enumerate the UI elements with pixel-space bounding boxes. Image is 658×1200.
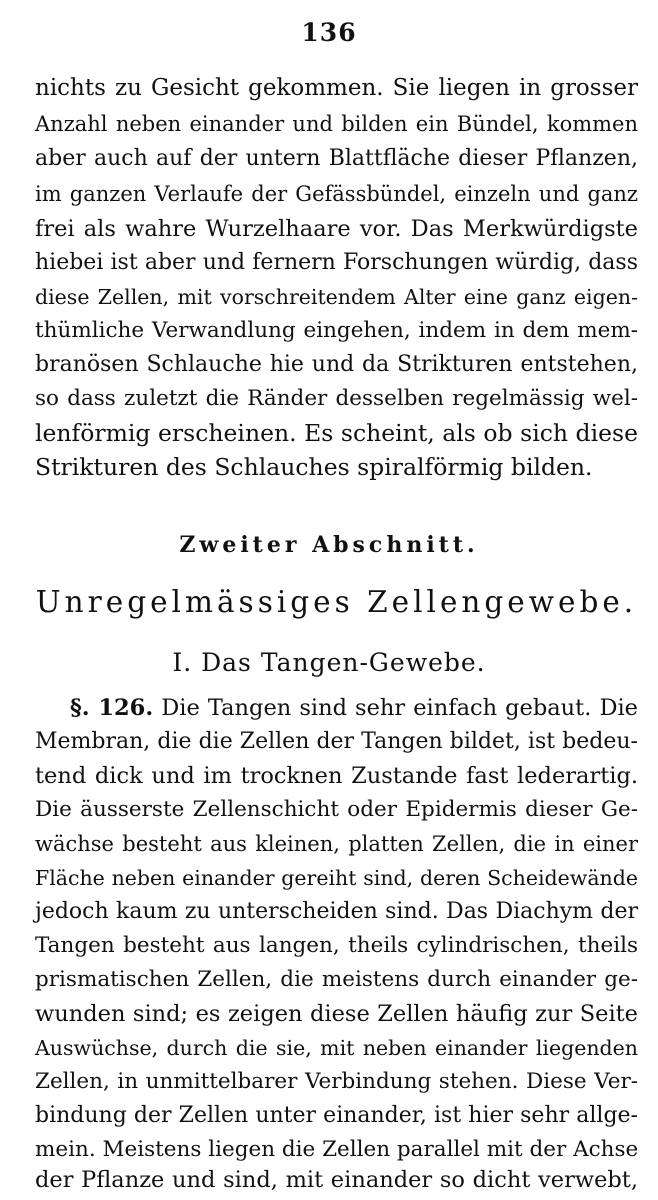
text-line: Strikturen des Schlauches spiralförmig bilden. xyxy=(35,453,593,481)
paragraph-mark: §. 126. xyxy=(70,695,154,721)
text-line: jedoch kaum zu unterscheiden sind. Das Diachym der xyxy=(35,899,638,924)
text-line: Tangen besteht aus langen, theils cylindrischen, theils xyxy=(35,933,638,958)
text-line: im ganzen Verlaufe der Gefässbündel, einzeln und ganz xyxy=(35,182,638,206)
page-number: 136 xyxy=(301,18,357,47)
section-heading: Zweiter Abschnitt. xyxy=(179,532,479,558)
text-line: lenförmig erscheinen. Es scheint, als ob sich diese xyxy=(35,419,638,447)
text-line: nichts zu Gesicht gekommen. Sie liegen in grosser xyxy=(35,75,638,101)
text-line: diese Zellen, mit vorschreitendem Alter eine ganz eigen- xyxy=(35,285,638,309)
text-line: wunden sind; es zeigen diese Zellen häufig zur Seite xyxy=(35,1001,638,1027)
text-line: prismatischen Zellen, die meistens durch einander ge- xyxy=(35,967,638,992)
text-line: der Pflanze und sind, mit einander so dicht verwebt, xyxy=(35,1167,638,1193)
paragraph-first-line xyxy=(70,690,638,726)
text-line: wächse besteht aus kleinen, platten Zellen, die in einer xyxy=(35,832,638,856)
text-line: frei als wahre Wurzelhaare vor. Das Merkwürdigste xyxy=(35,216,638,242)
text-line: aber auch auf der untern Blattfläche dieser Pflanzen, xyxy=(35,146,638,171)
text-line: hiebei ist aber und fernern Forschungen würdig, dass xyxy=(35,250,638,275)
text-line: thümliche Verwandlung eingehen, indem in dem mem- xyxy=(35,318,638,343)
chapter-heading: Unregelmässiges Zellengewebe. xyxy=(35,585,638,619)
sub-heading: I. Das Tangen-Gewebe. xyxy=(172,648,486,677)
text-line: Fläche neben einander gereiht sind, deren Scheidewände xyxy=(35,866,638,890)
text-line: bindung der Zellen unter einander, ist hier sehr allge- xyxy=(35,1103,638,1128)
text-line: Anzahl neben einander und bilden ein Bündel, kommen xyxy=(35,112,638,136)
text-line: tend dick und im trocknen Zustande fast lederartig. xyxy=(35,763,638,789)
text-line: mein. Meistens liegen die Zellen parallel mit der Achse xyxy=(35,1137,639,1162)
text-line: Zellen, in unmittelbarer Verbindung stehen. Diese Ver- xyxy=(35,1069,638,1094)
text-line: Membran, die die Zellen der Tangen bildet, ist bedeu- xyxy=(35,729,638,754)
text-line: Auswüchse, durch die sie, mit neben einander liegenden xyxy=(35,1036,638,1060)
text-line: so dass zuletzt die Ränder desselben regelmässig wel- xyxy=(35,386,638,411)
text-span: Die Tangen sind sehr einfach gebaut. Die xyxy=(161,695,638,721)
text-line: branösen Schlauche hie und da Strikturen entstehen, xyxy=(35,352,638,377)
text-line: Die äusserste Zellenschicht oder Epidermis dieser Ge- xyxy=(35,797,638,822)
